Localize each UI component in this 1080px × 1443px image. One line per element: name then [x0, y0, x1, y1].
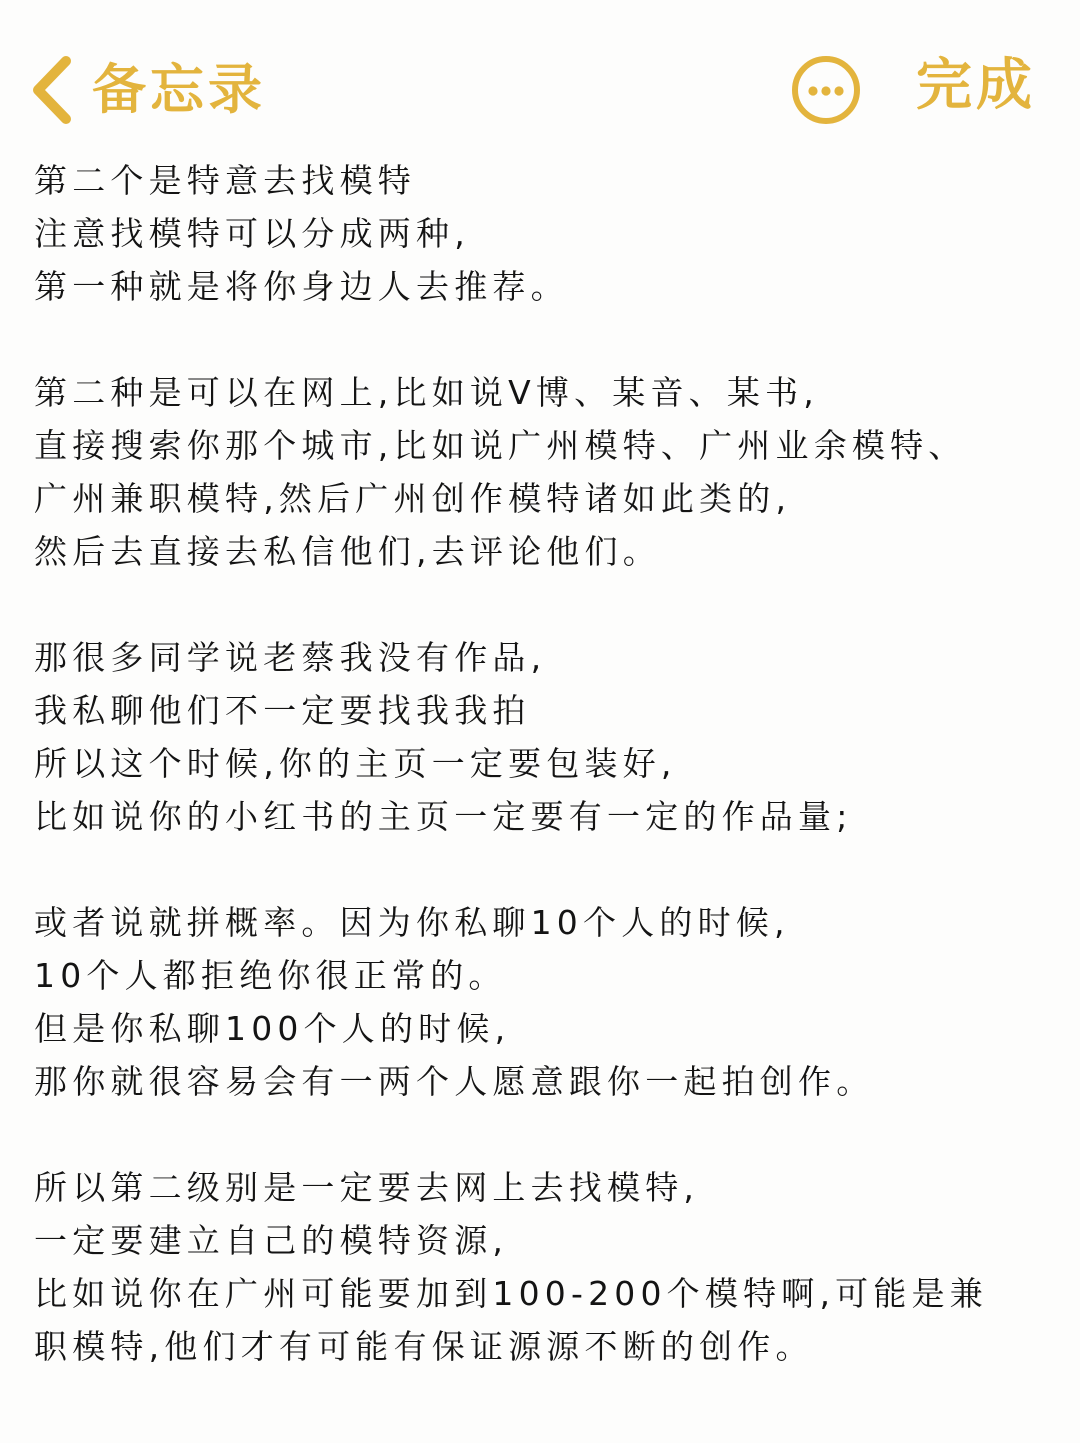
back-label: 备忘录 [92, 58, 266, 121]
note-line: 10个人都拒绝你很正常的。 [34, 956, 507, 995]
paragraph-spacer [34, 313, 1074, 366]
note-line: 注意找模特可以分成两种, [34, 214, 470, 253]
note-paragraph [34, 366, 1074, 578]
paragraph-spacer [34, 843, 1074, 896]
note-paragraph [34, 1161, 1074, 1373]
more-button[interactable] [790, 54, 862, 126]
note-line: 然后去直接去私信他们,去评论他们。 [34, 532, 661, 571]
note-line: 所以第二级别是一定要去网上去找模特, [34, 1168, 700, 1207]
chevron-left-icon [28, 55, 74, 125]
note-line: 比如说你的小红书的主页一定要有一定的作品量; [34, 797, 853, 836]
note-line: 那很多同学说老蔡我没有作品, [34, 638, 547, 677]
done-button[interactable]: 完成 [916, 53, 1036, 118]
nav-bar [0, 0, 1080, 150]
note-line: 所以这个时候,你的主页一定要包装好, [34, 744, 677, 783]
more-ellipsis-icon [790, 54, 862, 126]
note-line: 第一种就是将你身边人去推荐。 [34, 267, 569, 306]
back-button[interactable] [28, 50, 266, 130]
note-line: 一定要建立自己的模特资源, [34, 1221, 509, 1260]
note-line: 职模特,他们才有可能有保证源源不断的创作。 [34, 1327, 814, 1366]
note-paragraph [34, 896, 1074, 1108]
note-line: 但是你私聊100个人的时候, [34, 1009, 511, 1048]
note-line: 比如说你在广州可能要加到100-200个模特啊,可能是兼 [34, 1274, 988, 1313]
note-paragraph [34, 154, 1074, 313]
note-line: 直接搜索你那个城市,比如说广州模特、广州业余模特、 [34, 426, 967, 465]
note-body[interactable] [34, 154, 1074, 1373]
note-line: 第二个是特意去找模特 [34, 161, 416, 200]
note-line: 第二种是可以在网上,比如说V博、某音、某书, [34, 373, 819, 412]
note-line: 那你就很容易会有一两个人愿意跟你一起拍创作。 [34, 1062, 875, 1101]
note-paragraph [34, 631, 1074, 843]
note-line: 广州兼职模特,然后广州创作模特诸如此类的, [34, 479, 792, 518]
note-line: 或者说就拼概率。因为你私聊10个人的时候, [34, 903, 790, 942]
paragraph-spacer [34, 578, 1074, 631]
note-line: 我私聊他们不一定要找我我拍 [34, 691, 531, 730]
paragraph-spacer [34, 1108, 1074, 1161]
